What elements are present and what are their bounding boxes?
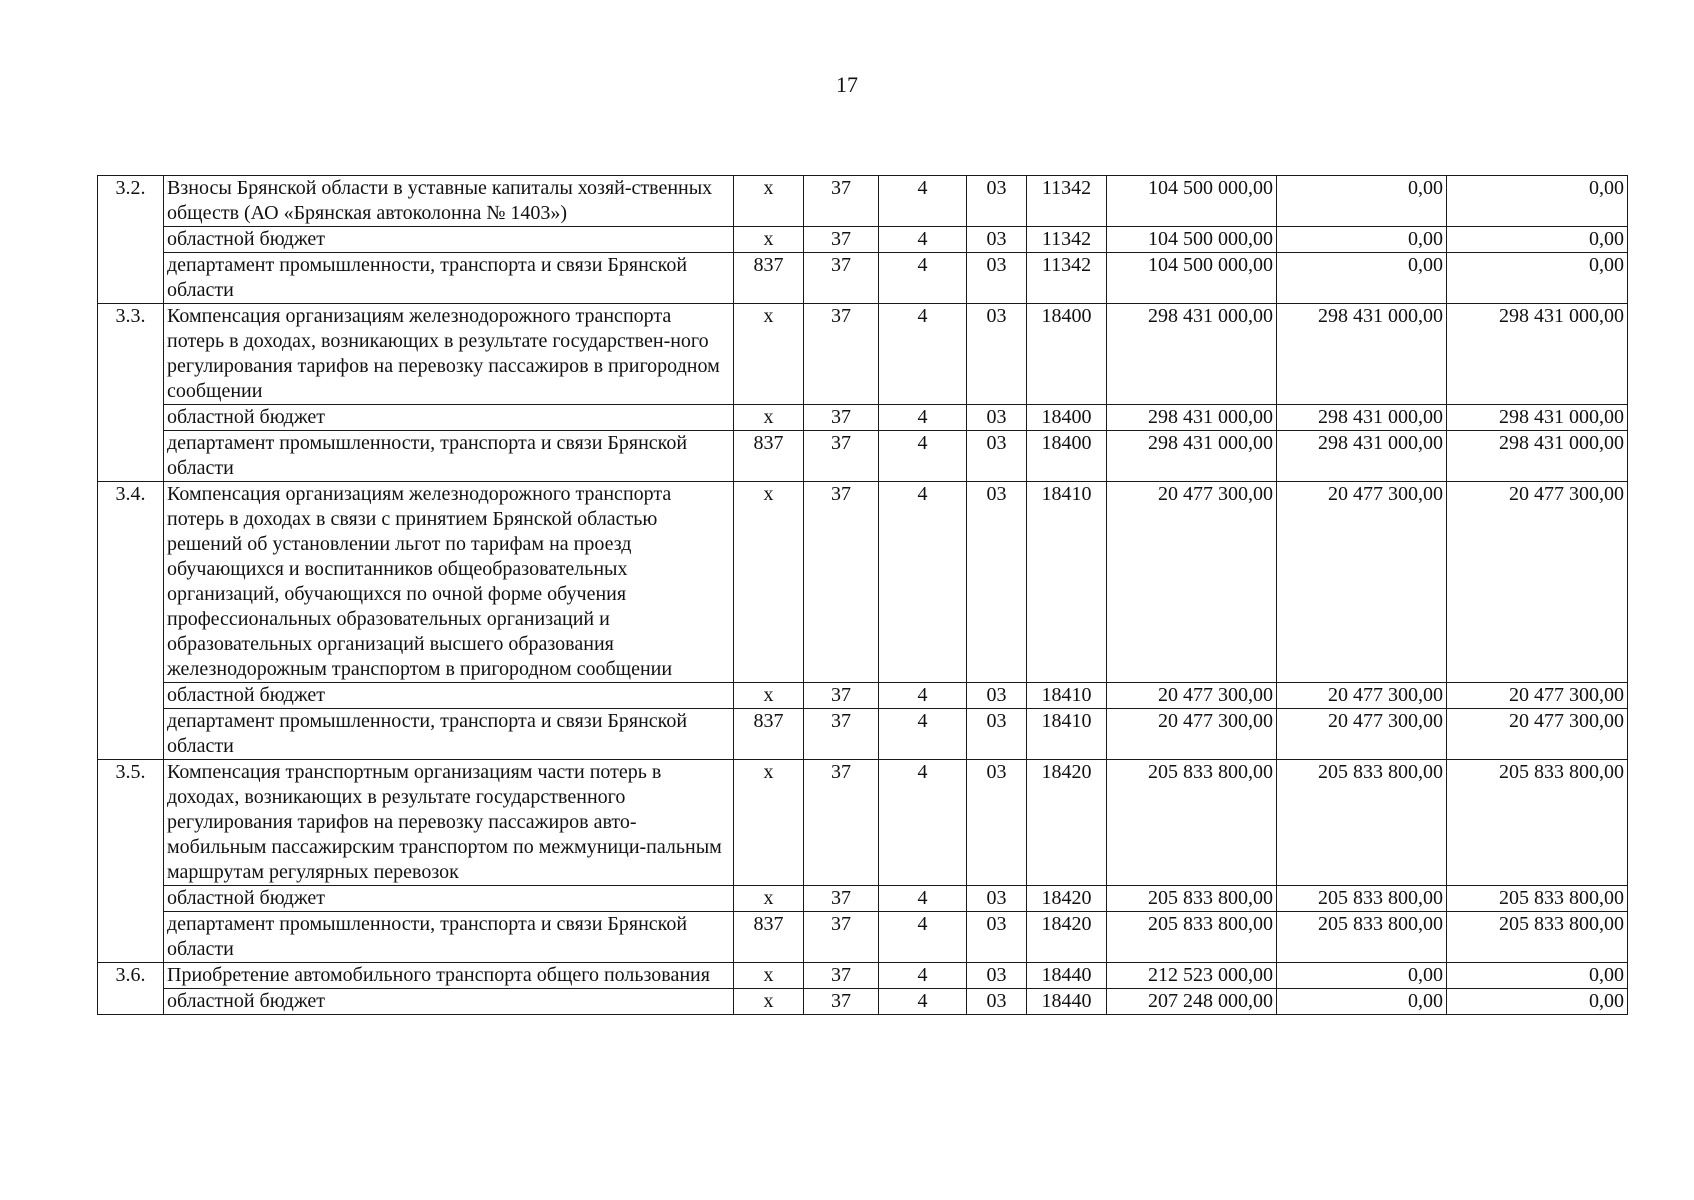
- direction-code: 18400: [1027, 431, 1107, 482]
- amount-year-1: 104 500 000,00: [1107, 227, 1277, 253]
- program-code: 37: [804, 683, 879, 709]
- amount-year-1: 20 477 300,00: [1107, 683, 1277, 709]
- item-number: 3.6.: [98, 963, 164, 1015]
- grbs-code: х: [734, 760, 804, 886]
- table-row: [98, 253, 1628, 304]
- event-code: 03: [967, 482, 1027, 683]
- amount-year-3: 298 431 000,00: [1447, 405, 1628, 431]
- table-row: [98, 405, 1628, 431]
- direction-code: 11342: [1027, 176, 1107, 227]
- table-row: [98, 760, 1628, 886]
- item-name: областной бюджет: [164, 989, 734, 1015]
- subprogram-code: 4: [879, 963, 967, 989]
- amount-year-1: 207 248 000,00: [1107, 989, 1277, 1015]
- amount-year-2: 20 477 300,00: [1277, 683, 1447, 709]
- amount-year-1: 205 833 800,00: [1107, 760, 1277, 886]
- amount-year-3: 205 833 800,00: [1447, 886, 1628, 912]
- subprogram-code: 4: [879, 176, 967, 227]
- amount-year-3: 298 431 000,00: [1447, 304, 1628, 405]
- item-name: областной бюджет: [164, 683, 734, 709]
- amount-year-1: 205 833 800,00: [1107, 886, 1277, 912]
- amount-year-3: 0,00: [1447, 989, 1628, 1015]
- amount-year-1: 298 431 000,00: [1107, 405, 1277, 431]
- amount-year-2: 0,00: [1277, 253, 1447, 304]
- event-code: 03: [967, 760, 1027, 886]
- item-name: областной бюджет: [164, 227, 734, 253]
- table-row: [98, 176, 1628, 227]
- table-row: [98, 683, 1628, 709]
- amount-year-3: 0,00: [1447, 176, 1628, 227]
- grbs-code: 837: [734, 253, 804, 304]
- table-body: [98, 176, 1628, 1015]
- amount-year-2: 0,00: [1277, 963, 1447, 989]
- subprogram-code: 4: [879, 405, 967, 431]
- subprogram-code: 4: [879, 431, 967, 482]
- event-code: 03: [967, 683, 1027, 709]
- program-code: 37: [804, 304, 879, 405]
- amount-year-2: 298 431 000,00: [1277, 431, 1447, 482]
- grbs-code: 837: [734, 912, 804, 963]
- program-code: 37: [804, 912, 879, 963]
- program-code: 37: [804, 176, 879, 227]
- direction-code: 11342: [1027, 253, 1107, 304]
- subprogram-code: 4: [879, 482, 967, 683]
- subprogram-code: 4: [879, 227, 967, 253]
- amount-year-2: 298 431 000,00: [1277, 405, 1447, 431]
- amount-year-1: 104 500 000,00: [1107, 176, 1277, 227]
- amount-year-3: 20 477 300,00: [1447, 683, 1628, 709]
- direction-code: 18440: [1027, 963, 1107, 989]
- table-row: [98, 482, 1628, 683]
- item-number: 3.3.: [98, 304, 164, 482]
- amount-year-3: 0,00: [1447, 253, 1628, 304]
- item-name: Компенсация организациям железнодорожного транспорта потерь в доходах, возникающих в результате государствен-ного регулирования тарифов на перевозку пассажиров в пригородном сообщении: [164, 304, 734, 405]
- event-code: 03: [967, 963, 1027, 989]
- budget-table: [97, 175, 1628, 1015]
- subprogram-code: 4: [879, 760, 967, 886]
- grbs-code: х: [734, 886, 804, 912]
- item-number: 3.5.: [98, 760, 164, 963]
- subprogram-code: 4: [879, 709, 967, 760]
- grbs-code: 837: [734, 431, 804, 482]
- item-name: областной бюджет: [164, 405, 734, 431]
- subprogram-code: 4: [879, 989, 967, 1015]
- event-code: 03: [967, 405, 1027, 431]
- amount-year-1: 298 431 000,00: [1107, 304, 1277, 405]
- grbs-code: х: [734, 963, 804, 989]
- grbs-code: х: [734, 304, 804, 405]
- item-number: 3.2.: [98, 176, 164, 304]
- table-row: [98, 304, 1628, 405]
- direction-code: 18400: [1027, 304, 1107, 405]
- amount-year-3: 0,00: [1447, 227, 1628, 253]
- item-name: департамент промышленности, транспорта и связи Брянской области: [164, 912, 734, 963]
- amount-year-1: 205 833 800,00: [1107, 912, 1277, 963]
- amount-year-2: 0,00: [1277, 989, 1447, 1015]
- grbs-code: х: [734, 989, 804, 1015]
- item-name: департамент промышленности, транспорта и связи Брянской области: [164, 253, 734, 304]
- amount-year-2: 20 477 300,00: [1277, 482, 1447, 683]
- program-code: 37: [804, 886, 879, 912]
- direction-code: 18440: [1027, 989, 1107, 1015]
- direction-code: 18420: [1027, 912, 1107, 963]
- subprogram-code: 4: [879, 912, 967, 963]
- amount-year-3: 205 833 800,00: [1447, 760, 1628, 886]
- direction-code: 18410: [1027, 709, 1107, 760]
- item-name: областной бюджет: [164, 886, 734, 912]
- amount-year-2: 205 833 800,00: [1277, 886, 1447, 912]
- subprogram-code: 4: [879, 886, 967, 912]
- event-code: 03: [967, 304, 1027, 405]
- grbs-code: х: [734, 227, 804, 253]
- direction-code: 11342: [1027, 227, 1107, 253]
- amount-year-1: 20 477 300,00: [1107, 709, 1277, 760]
- grbs-code: 837: [734, 709, 804, 760]
- grbs-code: х: [734, 176, 804, 227]
- amount-year-3: 20 477 300,00: [1447, 709, 1628, 760]
- table-row: [98, 709, 1628, 760]
- item-name: Взносы Брянской области в уставные капиталы хозяй-ственных обществ (АО «Брянская автоколонна № 1403»): [164, 176, 734, 227]
- amount-year-2: 205 833 800,00: [1277, 760, 1447, 886]
- program-code: 37: [804, 227, 879, 253]
- item-name: департамент промышленности, транспорта и связи Брянской области: [164, 709, 734, 760]
- amount-year-3: 0,00: [1447, 963, 1628, 989]
- amount-year-2: 298 431 000,00: [1277, 304, 1447, 405]
- event-code: 03: [967, 431, 1027, 482]
- grbs-code: х: [734, 405, 804, 431]
- event-code: 03: [967, 709, 1027, 760]
- program-code: 37: [804, 482, 879, 683]
- amount-year-3: 298 431 000,00: [1447, 431, 1628, 482]
- amount-year-3: 20 477 300,00: [1447, 482, 1628, 683]
- page-number: 17: [836, 72, 858, 97]
- amount-year-1: 104 500 000,00: [1107, 253, 1277, 304]
- item-name: Компенсация транспортным организациям части потерь в доходах, возникающих в результате государственного регулирования тарифов на перевозку пассажиров авто-мобильным пассажирским транспортом по межмуници-пальным маршрутам регулярных перевозок: [164, 760, 734, 886]
- item-name: Приобретение автомобильного транспорта общего пользования: [164, 963, 734, 989]
- amount-year-2: 205 833 800,00: [1277, 912, 1447, 963]
- grbs-code: х: [734, 482, 804, 683]
- subprogram-code: 4: [879, 683, 967, 709]
- table-row: [98, 886, 1628, 912]
- amount-year-1: 298 431 000,00: [1107, 431, 1277, 482]
- event-code: 03: [967, 176, 1027, 227]
- direction-code: 18410: [1027, 482, 1107, 683]
- direction-code: 18410: [1027, 683, 1107, 709]
- event-code: 03: [967, 227, 1027, 253]
- event-code: 03: [967, 886, 1027, 912]
- subprogram-code: 4: [879, 304, 967, 405]
- event-code: 03: [967, 989, 1027, 1015]
- amount-year-1: 20 477 300,00: [1107, 482, 1277, 683]
- item-name: департамент промышленности, транспорта и связи Брянской области: [164, 431, 734, 482]
- table-row: [98, 912, 1628, 963]
- event-code: 03: [967, 253, 1027, 304]
- program-code: 37: [804, 760, 879, 886]
- subprogram-code: 4: [879, 253, 967, 304]
- program-code: 37: [804, 431, 879, 482]
- direction-code: 18400: [1027, 405, 1107, 431]
- amount-year-1: 212 523 000,00: [1107, 963, 1277, 989]
- event-code: 03: [967, 912, 1027, 963]
- amount-year-2: 0,00: [1277, 176, 1447, 227]
- program-code: 37: [804, 709, 879, 760]
- direction-code: 18420: [1027, 760, 1107, 886]
- amount-year-2: 0,00: [1277, 227, 1447, 253]
- program-code: 37: [804, 253, 879, 304]
- table-row: [98, 963, 1628, 989]
- table-row: [98, 227, 1628, 253]
- program-code: 37: [804, 989, 879, 1015]
- item-number: 3.4.: [98, 482, 164, 760]
- direction-code: 18420: [1027, 886, 1107, 912]
- table-row: [98, 431, 1628, 482]
- amount-year-2: 20 477 300,00: [1277, 709, 1447, 760]
- item-name: Компенсация организациям железнодорожного транспорта потерь в доходах в связи с принятием Брянской областью решений об установлении льгот по тарифам на проезд обучающихся и воспитанников общеобразовательных организаций, обучающихся по очной форме обучения профессиональных образовательных организаций и образовательных организаций высшего образования железнодорожным транспортом в пригородном сообщении: [164, 482, 734, 683]
- grbs-code: х: [734, 683, 804, 709]
- program-code: 37: [804, 963, 879, 989]
- amount-year-3: 205 833 800,00: [1447, 912, 1628, 963]
- program-code: 37: [804, 405, 879, 431]
- table-row: [98, 989, 1628, 1015]
